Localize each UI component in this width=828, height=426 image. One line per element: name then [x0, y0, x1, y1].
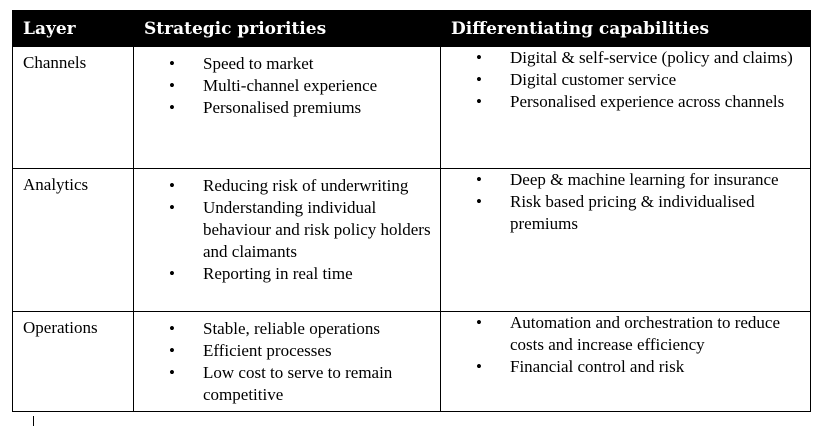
priorities-cell	[134, 312, 441, 412]
header-row	[13, 11, 811, 47]
table-row	[13, 47, 811, 169]
header-layer: Layer	[13, 11, 134, 47]
bullet-icon: •	[476, 313, 482, 332]
list-item-text: Risk based pricing & individualised premiums	[510, 192, 755, 233]
table-row	[13, 169, 811, 312]
list-item-text: Efficient processes	[203, 341, 332, 360]
list-item	[473, 69, 804, 91]
bullet-icon: •	[476, 48, 482, 67]
list-item	[473, 312, 804, 356]
list-item	[473, 47, 804, 69]
text-cursor	[33, 416, 34, 426]
list-item-text: Automation and orchestration to reduce costs and increase efficiency	[510, 313, 781, 354]
priorities-list	[134, 47, 440, 119]
list-item	[166, 362, 434, 406]
priorities-cell	[134, 169, 441, 312]
list-item-text: Stable, reliable operations	[203, 319, 381, 338]
capabilities-list	[441, 47, 810, 113]
list-item	[473, 169, 804, 191]
strategy-table	[12, 10, 811, 412]
priorities-list	[134, 312, 440, 406]
list-item-text: Deep & machine learning for insurance	[510, 170, 779, 189]
list-item-text: Financial control and risk	[510, 357, 685, 376]
layer-cell: Analytics	[13, 169, 134, 312]
header-differentiating-capabilities: Differentiating capabilities	[441, 11, 811, 47]
bullet-icon: •	[169, 176, 175, 195]
list-item-text: Multi-channel experience	[203, 76, 378, 95]
list-item	[166, 175, 434, 197]
list-item	[473, 191, 804, 235]
bullet-icon: •	[169, 54, 175, 73]
bullet-icon: •	[476, 92, 482, 111]
bullet-icon: •	[169, 76, 175, 95]
capabilities-cell	[441, 47, 811, 169]
list-item	[166, 340, 434, 362]
list-item-text: Digital & self-service (policy and claims)	[510, 48, 793, 67]
priorities-cell	[134, 47, 441, 169]
capabilities-list	[441, 312, 810, 378]
list-item-text: Understanding individual behaviour and risk policy holders and claimants	[203, 198, 431, 261]
capabilities-cell	[441, 312, 811, 412]
list-item	[473, 91, 804, 113]
bullet-icon: •	[476, 192, 482, 211]
layer-cell: Operations	[13, 312, 134, 412]
list-item-text: Personalised experience across channels	[510, 92, 785, 111]
list-item-text: Speed to market	[203, 54, 314, 73]
bullet-icon: •	[169, 198, 175, 217]
list-item-text: Reporting in real time	[203, 264, 353, 283]
priorities-list	[134, 169, 440, 285]
list-item	[166, 263, 434, 285]
list-item	[166, 75, 434, 97]
list-item	[473, 356, 804, 378]
bullet-icon: •	[169, 98, 175, 117]
layer-cell: Channels	[13, 47, 134, 169]
list-item-text: Reducing risk of underwriting	[203, 176, 409, 195]
list-item-text: Digital customer service	[510, 70, 677, 89]
list-item	[166, 53, 434, 75]
list-item-text: Personalised premiums	[203, 98, 362, 117]
bullet-icon: •	[169, 319, 175, 338]
bullet-icon: •	[476, 70, 482, 89]
bullet-icon: •	[169, 264, 175, 283]
header-strategic-priorities: Strategic priorities	[134, 11, 441, 47]
list-item-text: Low cost to serve to remain competitive	[203, 363, 393, 404]
list-item	[166, 318, 434, 340]
capabilities-list	[441, 169, 810, 235]
table-row	[13, 312, 811, 412]
bullet-icon: •	[169, 363, 175, 382]
bullet-icon: •	[476, 357, 482, 376]
capabilities-cell	[441, 169, 811, 312]
list-item	[166, 97, 434, 119]
list-item	[166, 197, 434, 263]
bullet-icon: •	[169, 341, 175, 360]
bullet-icon: •	[476, 170, 482, 189]
